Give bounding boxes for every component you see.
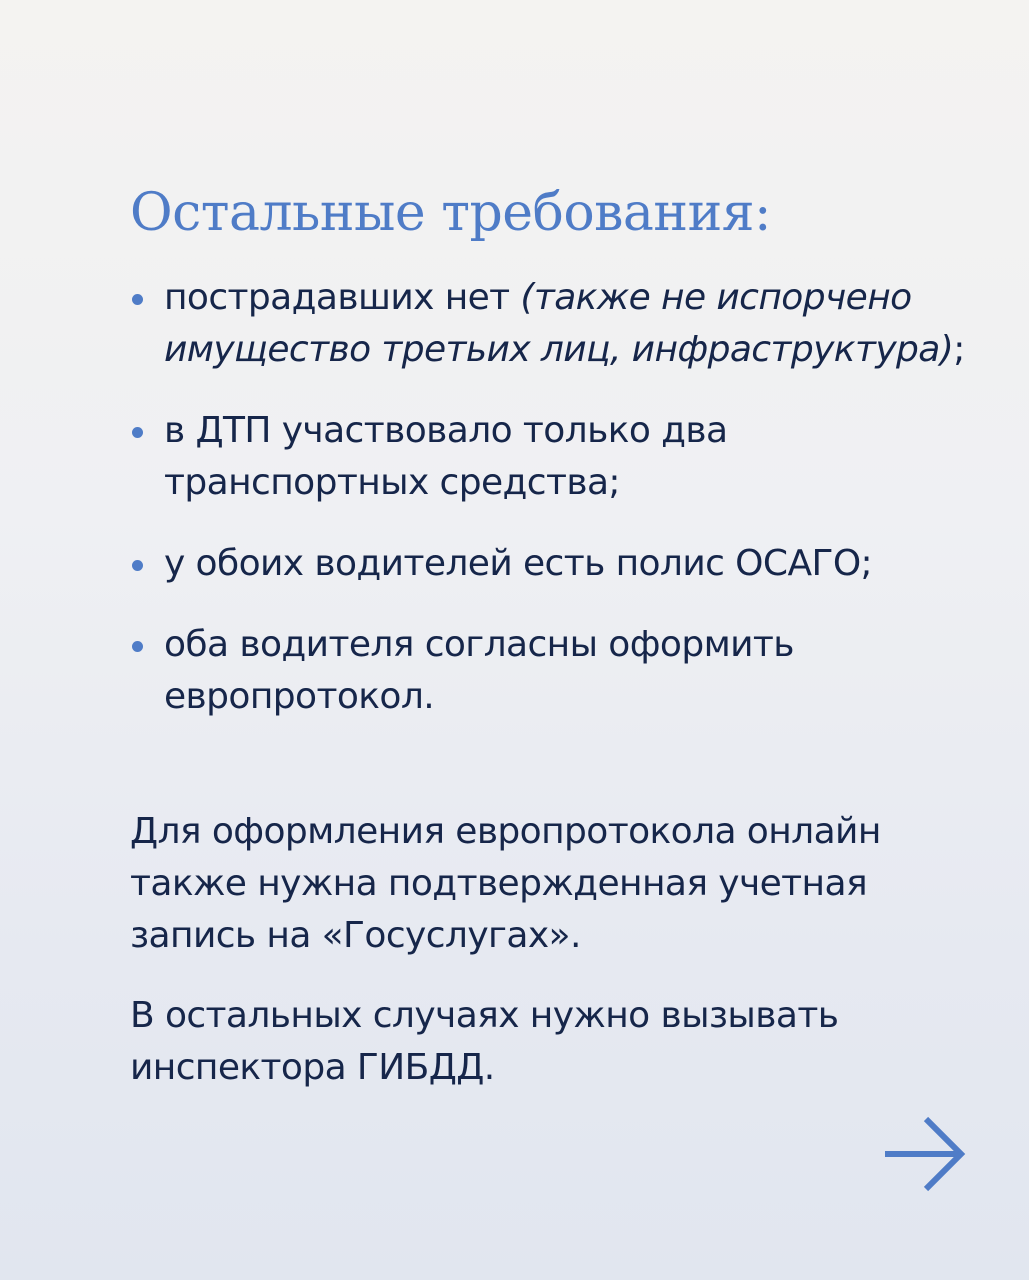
online-requirement-paragraph: Для оформления европротокола онлайн также нужна подтвержденная учетная запись на «Госуслугах».: [130, 811, 881, 956]
bullet-icon: [132, 560, 143, 571]
bullet-icon: [132, 641, 143, 652]
requirement-text: пострадавших нет: [164, 277, 521, 318]
requirement-text: в ДТП участвовало только два транспортных средства;: [164, 410, 728, 503]
bullet-icon: [132, 427, 143, 438]
page-title: Остальные требования:: [130, 183, 772, 243]
list-item: [130, 538, 970, 590]
requirement-tail: ;: [953, 329, 965, 370]
requirement-text: оба водителя согласны оформить европротокол.: [164, 624, 794, 717]
list-item: [130, 405, 970, 509]
list-item: [130, 272, 970, 376]
requirement-text: у обоих водителей есть полис ОСАГО;: [164, 543, 873, 584]
requirements-list: [130, 272, 970, 752]
arrow-right-icon[interactable]: [882, 1115, 968, 1193]
list-item: [130, 619, 970, 723]
requirement-note: (также не испорчено имущество третьих лиц, инфраструктура): [164, 277, 954, 370]
bullet-icon: [132, 294, 143, 305]
other-cases-paragraph: В остальных случаях нужно вызывать инспектора ГИБДД.: [130, 995, 839, 1088]
